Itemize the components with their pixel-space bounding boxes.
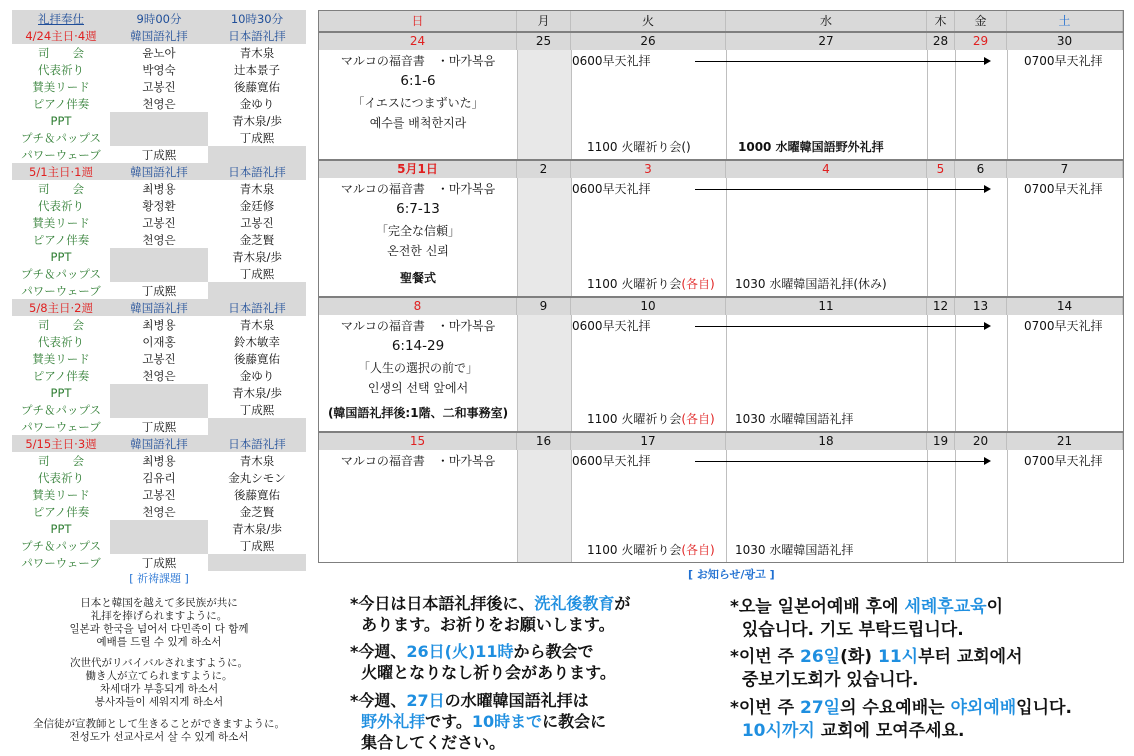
- prayer-title: [ 祈祷課題 ]: [129, 572, 189, 585]
- prayer-meeting-label: 1100 火曜祈り会: [587, 543, 682, 557]
- prayer-item: [12, 597, 306, 649]
- roster-korean-cell: 최병용: [142, 181, 176, 196]
- sermon-text: 「イエスにつまずいた」: [352, 96, 484, 110]
- column-divider: [726, 50, 727, 159]
- sermon-text: マルコの福音書 ・마가복음: [340, 54, 496, 68]
- roster-korean-cell: [110, 537, 208, 554]
- roster-korean-cell: 박영숙: [142, 62, 176, 77]
- roster-row: [12, 367, 306, 384]
- monday-shade: [518, 450, 571, 562]
- roster-japanese-label: 日本語礼拝: [208, 163, 306, 180]
- roster-japanese-cell: 青木泉/歩: [232, 113, 282, 128]
- column-divider: [1007, 50, 1008, 159]
- roster-korean-cell: 윤노아: [142, 45, 176, 60]
- weekday-header: 水: [726, 11, 927, 31]
- roster-korean-cell: 丁成熙: [110, 146, 208, 163]
- roster-japanese-label: 日本語礼拝: [208, 435, 306, 452]
- roster-row: [12, 316, 306, 333]
- roster-korean-cell: 고봉진: [142, 79, 176, 94]
- roster-row: [12, 282, 306, 299]
- day-number: 25: [517, 33, 571, 50]
- roster-role-label: 司 会: [38, 317, 84, 332]
- roster-row: [12, 537, 306, 554]
- roster-korean-label: 韓国語礼拝: [110, 299, 208, 316]
- day-number: 16: [517, 433, 571, 450]
- sermon-text: 인생의 선택 앞에서: [367, 381, 469, 395]
- day-number: 6: [955, 161, 1007, 178]
- roster-japanese-cell: 青木泉: [239, 181, 275, 196]
- weekday-header: 月: [517, 11, 571, 31]
- day-number: 8: [319, 298, 517, 315]
- arrow-line: [695, 61, 989, 62]
- roster-japanese-cell: 金芝賢: [239, 504, 275, 519]
- roster-role-label: パワーウェーブ: [21, 283, 101, 298]
- day-number: 5: [927, 161, 955, 178]
- roster-korean-cell: 고봉진: [142, 351, 176, 366]
- day-number: 29: [955, 33, 1007, 50]
- jp-notice-1: *今日は日本語礼拝後に、洗礼後教育が あります。お祈りをお願いします。: [350, 594, 631, 634]
- roster-japanese-cell: [208, 418, 306, 435]
- roster-section-header: [12, 435, 306, 452]
- roster-japanese-cell: 辻本景子: [234, 62, 280, 77]
- column-divider: [726, 315, 727, 431]
- roster-row: [12, 44, 306, 61]
- monday-shade: [518, 315, 571, 431]
- roster-role-label: 司 会: [38, 45, 84, 60]
- day-number: 2: [517, 161, 571, 178]
- roster-korean-cell: 丁成熙: [110, 418, 208, 435]
- roster-korean-cell: [110, 129, 208, 146]
- roster-row: [12, 146, 306, 163]
- sermon-text: 6:1-6: [400, 73, 436, 89]
- day-number: 20: [955, 433, 1007, 450]
- column-divider: [955, 50, 956, 159]
- day-number: 7: [1007, 161, 1123, 178]
- sermon-text: 6:14-29: [391, 338, 445, 354]
- roster-row: [12, 401, 306, 418]
- roster-row: [12, 265, 306, 282]
- wednesday-service: 1030 水曜韓国語礼拝(休み): [735, 277, 887, 291]
- roster-korean-cell: 천영은: [142, 96, 176, 111]
- wednesday-service: 1030 水曜韓国語礼拝: [735, 543, 854, 557]
- roster-korean-cell: [110, 520, 208, 537]
- roster-row: [12, 520, 306, 537]
- roster-role-label: 賛美リード: [32, 487, 90, 502]
- calendar-week: [319, 431, 1123, 562]
- roster-role-label: PPT: [50, 249, 72, 264]
- roster-korean-label: 韓国語礼拝: [110, 435, 208, 452]
- arrow-line: [695, 189, 989, 190]
- roster-japanese-cell: 後藤寛佑: [234, 351, 280, 366]
- roster-role-label: 賛美リード: [32, 351, 90, 366]
- prayer-meeting-label: 1100 火曜祈り会: [587, 277, 682, 291]
- dawn-service-sat: 0700早天礼拝: [1024, 319, 1103, 333]
- roster-korean-cell: 丁成熙: [110, 554, 208, 571]
- day-number: 14: [1007, 298, 1123, 315]
- roster-role-label: 代表祈り: [38, 470, 84, 485]
- kr-notice-1: *오늘 일본어예배 후에 세례후교육이 있습니다. 기도 부탁드립니다.: [730, 597, 1004, 640]
- column-divider: [1007, 315, 1008, 431]
- roster-korean-cell: 고봉진: [142, 215, 176, 230]
- roster-role-label: ピアノ伴奏: [32, 504, 90, 519]
- roster-korean-cell: 고봉진: [142, 487, 176, 502]
- wednesday-service: 1030 水曜韓国語礼拝: [735, 412, 854, 426]
- roster-korean-cell: [110, 265, 208, 282]
- weekday-header: 金: [955, 11, 1007, 31]
- roster-korean-label: 韓国語礼拝: [110, 27, 208, 44]
- roster-japanese-cell: 青木泉: [239, 453, 275, 468]
- column-divider: [726, 178, 727, 296]
- sermon-text: マルコの福音書 ・마가복음: [340, 182, 496, 196]
- day-number: 18: [726, 433, 927, 450]
- prayer-item: [12, 657, 306, 709]
- prayer-line: 일본과 한국을 넘어서 다민족이 다 함께: [69, 623, 249, 635]
- roster-row: [12, 469, 306, 486]
- sermon-text: マルコの福音書 ・마가복음: [340, 319, 496, 333]
- roster-row: [12, 78, 306, 95]
- column-divider: [927, 450, 928, 562]
- roster-role-label: パワーウェーブ: [21, 147, 101, 162]
- roster-korean-cell: 김유리: [142, 470, 176, 485]
- roster-role-label: 代表祈り: [38, 198, 84, 213]
- roster-section-date: 5/8主日·2週: [12, 299, 110, 316]
- roster-japanese-cell: 鈴木敏幸: [234, 334, 280, 349]
- roster-row: [12, 554, 306, 571]
- weekday-header: 日: [319, 11, 517, 31]
- roster-role-label: プチ＆パップス: [20, 130, 102, 145]
- roster-role-label: プチ＆パップス: [20, 402, 102, 417]
- prayer-meeting-tue: [587, 276, 715, 292]
- roster-korean-cell: 천영은: [142, 504, 176, 519]
- roster-japanese-cell: 丁成熙: [239, 266, 275, 281]
- prayer-meeting-label: 1100 火曜祈り会(): [587, 140, 691, 154]
- roster-japanese-cell: 丁成熙: [239, 402, 275, 417]
- day-number: 17: [571, 433, 726, 450]
- roster-row: [12, 333, 306, 350]
- prayer-meeting-note: (各自): [681, 412, 715, 426]
- roster-role-label: ピアノ伴奏: [32, 368, 90, 383]
- prayer-line: 예배를 드릴 수 있게 하소서: [96, 636, 222, 648]
- prayer-line: 次世代がリバイバルされますように。: [70, 657, 248, 669]
- roster-japanese-cell: [208, 282, 306, 299]
- day-number: 26: [571, 33, 726, 50]
- prayer-line: 働き人が立てられますように。: [85, 670, 233, 682]
- column-divider: [955, 178, 956, 296]
- roster-korean-cell: [110, 248, 208, 265]
- roster-role-label: 司 会: [38, 181, 84, 196]
- roster-japanese-cell: 後藤寛佑: [234, 487, 280, 502]
- day-number: 9: [517, 298, 571, 315]
- roster-role-label: PPT: [50, 521, 72, 536]
- roster-row: [12, 248, 306, 265]
- column-divider: [927, 315, 928, 431]
- arrow-line: [695, 461, 989, 462]
- roster-japanese-cell: 後藤寛佑: [234, 79, 280, 94]
- dawn-service-tue: 0600早天礼拝: [572, 454, 651, 468]
- prayer-line: 全信徒が宣教師として生きることができますように。: [33, 718, 285, 730]
- roster-row: [12, 112, 306, 129]
- roster-row: [12, 350, 306, 367]
- column-divider: [955, 315, 956, 431]
- day-number: 30: [1007, 33, 1123, 50]
- roster-role-label: 賛美リード: [32, 215, 90, 230]
- roster-korean-cell: 최병용: [142, 453, 176, 468]
- roster-role-label: プチ＆パップス: [20, 266, 102, 281]
- roster-japanese-cell: 青木泉/歩: [232, 385, 282, 400]
- prayer-line: 차세대가 부흥되게 하소서: [99, 683, 219, 695]
- column-divider: [1007, 450, 1008, 562]
- roster-role-label: パワーウェーブ: [21, 419, 101, 434]
- roster-row: [12, 180, 306, 197]
- roster-japanese-label: 日本語礼拝: [208, 27, 306, 44]
- roster-japanese-cell: 青木泉/歩: [232, 521, 282, 536]
- sermon-text: 「完全な信頼」: [375, 224, 460, 238]
- roster-japanese-cell: 青木泉: [239, 45, 275, 60]
- sunday-footer: (韓国語礼拝後:1階、二和事務室): [327, 406, 509, 420]
- prayer-line: 전성도가 선교사로서 살 수 있게 하소서: [69, 731, 249, 743]
- monday-shade: [518, 50, 571, 159]
- dawn-service-sat: 0700早天礼拝: [1024, 182, 1103, 196]
- roster-japanese-cell: 金廷修: [239, 198, 275, 213]
- roster-japanese-cell: 丁成熙: [239, 538, 275, 553]
- sunday-footer: 聖餐式: [399, 271, 436, 285]
- dawn-service-tue: 0600早天礼拝: [572, 182, 651, 196]
- roster-row: [12, 61, 306, 78]
- calendar: [318, 10, 1124, 563]
- roster-header-cell: 礼拝奉仕: [12, 10, 110, 27]
- roster-korean-cell: [110, 384, 208, 401]
- roster-row: [12, 418, 306, 435]
- dawn-service-tue: 0600早天礼拝: [572, 319, 651, 333]
- roster-korean-label: 韓国語礼拝: [110, 163, 208, 180]
- dawn-service-sat: 0700早天礼拝: [1024, 54, 1103, 68]
- monday-shade: [518, 178, 571, 296]
- roster-role-label: PPT: [50, 113, 72, 128]
- roster-section-header: [12, 163, 306, 180]
- roster-role-label: 司 会: [38, 453, 84, 468]
- roster-section-date: 5/15主日·3週: [12, 435, 110, 452]
- roster-korean-cell: 천영은: [142, 368, 176, 383]
- prayer-line: 日本と韓国を越えて多民族が共に: [80, 597, 238, 609]
- roster-japanese-cell: 青木泉: [239, 317, 275, 332]
- roster-japanese-label: 日本語礼拝: [208, 299, 306, 316]
- prayer-line: 礼拝を捧げられますように。: [90, 610, 228, 622]
- roster-role-label: パワーウェーブ: [21, 555, 101, 570]
- sermon-text: 온전한 신뢰: [387, 244, 449, 258]
- prayer-meeting-note: (各自): [681, 543, 715, 557]
- sermon-text: 6:7-13: [396, 201, 440, 217]
- roster-row: [12, 231, 306, 248]
- column-divider: [927, 50, 928, 159]
- day-number: 28: [927, 33, 955, 50]
- day-number: 12: [927, 298, 955, 315]
- prayer-item: [12, 718, 306, 744]
- prayer-line: 봉사자들이 세워지게 하소서: [94, 696, 224, 708]
- roster-section-date: 4/24主日·4週: [12, 27, 110, 44]
- column-divider: [726, 450, 727, 562]
- roster-header-row: [12, 10, 306, 27]
- roster-japanese-cell: [208, 554, 306, 571]
- announcements-title: [ お知らせ/광고 ]: [688, 568, 775, 581]
- roster-japanese-cell: 金ゆり: [239, 368, 275, 383]
- jp-notice-2: *今週、26日(火)11時から教会で 火曜となりなし祈り会があります。: [350, 642, 616, 682]
- prayer-meeting-label: 1100 火曜祈り会: [587, 412, 682, 426]
- kr-notice-2: *이번 주 26일(화) 11시부터 교회에서 중보기도회가 있습니다.: [730, 647, 1023, 690]
- dawn-service-tue: 0600早天礼拝: [572, 54, 651, 68]
- kr-notice-3: *이번 주 27일의 수요예배는 야외예배입니다. 10시까지 교회에 모여주세요.: [730, 698, 1072, 741]
- roster-row: [12, 214, 306, 231]
- roster-role-label: PPT: [50, 385, 72, 400]
- roster-korean-cell: [110, 112, 208, 129]
- column-divider: [1007, 178, 1008, 296]
- sermon-text: マルコの福音書 ・마가복음: [340, 454, 496, 468]
- day-number: 15: [319, 433, 517, 450]
- day-number: 19: [927, 433, 955, 450]
- sermon-text: 「人生の選択の前で」: [357, 361, 478, 375]
- roster-korean-cell: 천영은: [142, 232, 176, 247]
- weekday-header: 土: [1007, 11, 1123, 31]
- day-number: 21: [1007, 433, 1123, 450]
- roster-korean-cell: [110, 401, 208, 418]
- roster-korean-cell: 최병용: [142, 317, 176, 332]
- roster-japanese-cell: 青木泉/歩: [232, 249, 282, 264]
- roster-role-label: 代表祈り: [38, 62, 84, 77]
- roster-korean-cell: 황정환: [142, 198, 176, 213]
- roster-row: [12, 452, 306, 469]
- day-number: 27: [726, 33, 927, 50]
- roster-section-date: 5/1主日·1週: [12, 163, 110, 180]
- column-divider: [955, 450, 956, 562]
- roster-row: [12, 197, 306, 214]
- day-number: 3: [571, 161, 726, 178]
- roster-japanese-cell: 丁成熙: [239, 130, 275, 145]
- service-roster-table: [12, 10, 306, 571]
- prayer-meeting-tue: [587, 411, 715, 427]
- roster-japanese-cell: 金芝賢: [239, 232, 275, 247]
- roster-role-label: プチ＆パップス: [20, 538, 102, 553]
- roster-korean-cell: 丁成熙: [110, 282, 208, 299]
- roster-japanese-cell: 고봉진: [240, 215, 274, 230]
- day-number: 11: [726, 298, 927, 315]
- prayer-meeting-note: (各自): [681, 277, 715, 291]
- roster-row: [12, 503, 306, 520]
- day-number: 5月1日: [319, 161, 517, 178]
- roster-role-label: 賛美リード: [32, 79, 90, 94]
- roster-row: [12, 486, 306, 503]
- roster-row: [12, 384, 306, 401]
- roster-section-header: [12, 299, 306, 316]
- roster-role-label: ピアノ伴奏: [32, 96, 90, 111]
- roster-header-cell: 9時00分: [110, 10, 208, 27]
- roster-header-cell: 10時30分: [208, 10, 306, 27]
- roster-role-label: ピアノ伴奏: [32, 232, 90, 247]
- roster-row: [12, 129, 306, 146]
- prayer-meeting-tue: [587, 542, 715, 558]
- arrow-line: [695, 326, 989, 327]
- sermon-text: 예수를 배척한지라: [369, 116, 467, 130]
- roster-korean-cell: 이재홍: [142, 334, 176, 349]
- roster-japanese-cell: 金丸シモン: [228, 470, 286, 485]
- day-number: 10: [571, 298, 726, 315]
- jp-notice-3: *今週、27日の水曜韓国語礼拝は 野外礼拝です。10時までに教会に 集合してください。: [350, 691, 607, 752]
- weekday-header: 火: [571, 11, 726, 31]
- column-divider: [927, 178, 928, 296]
- prayer-meeting-tue: [587, 139, 691, 155]
- roster-section-header: [12, 27, 306, 44]
- roster-japanese-cell: [208, 146, 306, 163]
- day-number: 13: [955, 298, 1007, 315]
- roster-role-label: 代表祈り: [38, 334, 84, 349]
- roster-japanese-cell: 金ゆり: [239, 96, 275, 111]
- wednesday-service: 1000 水曜韓国語野外礼拝: [738, 140, 884, 154]
- weekday-header: 木: [927, 11, 955, 31]
- day-number: 24: [319, 33, 517, 50]
- dawn-service-sat: 0700早天礼拝: [1024, 454, 1103, 468]
- roster-row: [12, 95, 306, 112]
- day-number: 4: [726, 161, 927, 178]
